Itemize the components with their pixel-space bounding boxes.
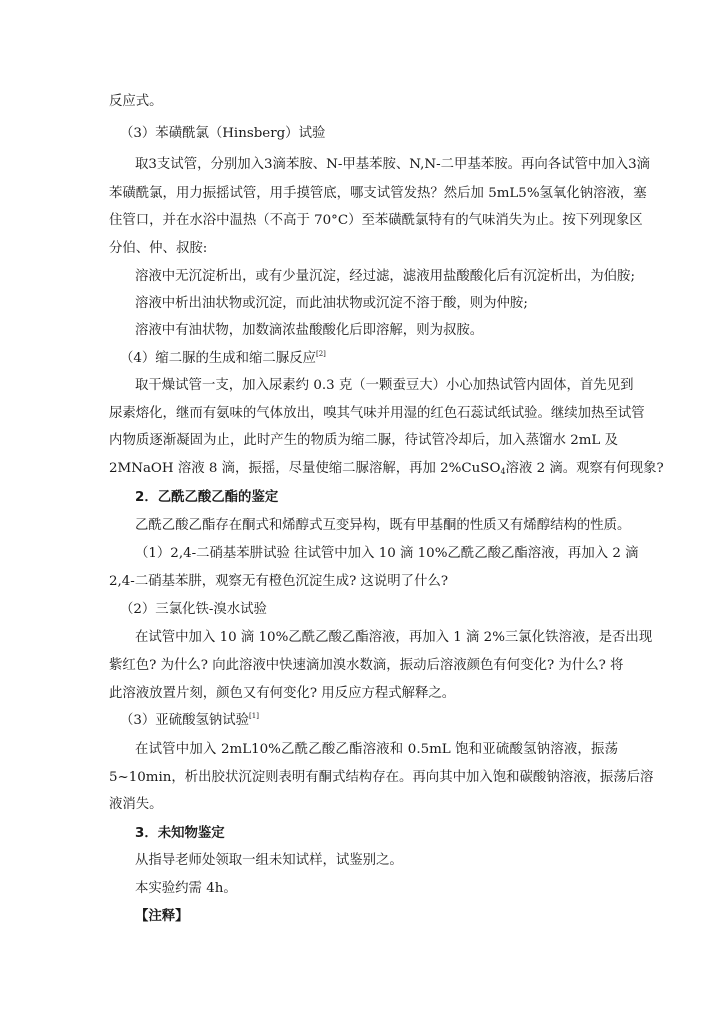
paragraph-line: 紫红色? 为什么? 向此溶液中快速滴加溴水数滴，振动后溶液颜色有何变化? 为什么? 将: [109, 658, 624, 673]
text-run: 溶液 2 滴。观察有何现象?: [505, 461, 664, 476]
paragraph-line: 住管口，并在水浴中温热（不高于 70°C）至苯磺酰氯特有的气味消失为止。按下列现象区: [109, 213, 643, 228]
paragraph-line: [109, 460, 664, 478]
notes-heading: 【注释】: [135, 909, 189, 924]
footnote-reference: [1]: [249, 712, 259, 720]
text-run: 2MNaOH 溶液 8 滴，振摇，尽量使缩二脲溶解，再加 2%CuSO: [109, 461, 501, 476]
section-heading: （2）三氯化铁-溴水试验: [120, 602, 267, 617]
paragraph-line: 在试管中加入 10 滴 10%乙酰乙酸乙酯溶液，再加入 1 滴 2%三氯化铁溶液，是否出现: [135, 630, 653, 645]
paragraph-line: 从指导老师处领取一组未知试样，试鉴别之。: [135, 853, 403, 868]
section-heading: [120, 712, 259, 730]
paragraph-line: 取干燥试管一支，加入尿素约 0.3 克（一颗蚕豆大）小心加热试管内固体，首先见到: [135, 378, 634, 393]
paragraph-line: 2,4-二硝基苯肼，观察无有橙色沉淀生成? 这说明了什么?: [109, 574, 449, 589]
footnote-reference: [2]: [316, 350, 326, 358]
paragraph-line: 乙酰乙酸乙酯存在酮式和烯醇式互变异构，既有甲基酮的性质又有烯醇结构的性质。: [135, 518, 631, 533]
section-heading-text: （3）亚硫酸氢钠试验: [120, 713, 250, 728]
paragraph-line: 分伯、仲、叔胺:: [109, 241, 208, 256]
paragraph-line: 5~10min，析出胶状沉淀则表明有酮式结构存在。再向其中加入饱和碳酸钠溶液，振荡后溶: [109, 770, 654, 785]
paragraph-line: 本实验约需 4h。: [135, 881, 237, 896]
paragraph-line: 溶液中无沉淀析出，或有少量沉淀，经过滤，滤液用盐酸酸化后有沉淀析出，为伯胺;: [135, 269, 635, 284]
paragraph-line: 液消失。: [109, 797, 163, 812]
paragraph-line: 溶液中析出油状物或沉淀，而此油状物或沉淀不溶于酸，则为仲胺;: [135, 296, 528, 311]
paragraph-line: 内物质逐渐凝固为止，此时产生的物质为缩二脲，待试管冷却后，加入蒸馏水 2mL 及: [109, 433, 618, 448]
paragraph-line: 取3支试管，分别加入3滴苯胺、N-甲基苯胺、N,N-二甲基苯胺。再向各试管中加入3滴: [135, 157, 651, 172]
section-heading-text: （4）缩二脲的生成和缩二脲反应: [120, 351, 316, 366]
paragraph-line: 此溶液放置片刻，颜色又有何变化? 用反应方程式解释之。: [109, 686, 456, 701]
section-title: 2．乙酰乙酸乙酯的鉴定: [135, 490, 279, 505]
paragraph-line: 溶液中有油状物，加数滴浓盐酸酸化后即溶解，则为叔胺。: [135, 323, 484, 338]
subscript: 4: [500, 467, 506, 476]
paragraph-line: （1）2,4-二硝基苯肼试验 往试管中加入 10 滴 10%乙酰乙酸乙酯溶液，再加入 2 滴: [135, 546, 639, 561]
section-title: 3．未知物鉴定: [135, 826, 225, 841]
paragraph-line: 苯磺酰氯，用力振摇试管，用手摸管底，哪支试管发热？然后加 5mL5%氢氧化钠溶液，塞: [109, 186, 647, 201]
paragraph-line: 尿素熔化，继而有氨味的气体放出，嗅其气味并用湿的红色石蕊试纸试验。继续加热至试管: [109, 406, 645, 421]
text-line: 反应式。: [109, 94, 163, 109]
section-heading: [120, 350, 326, 368]
section-heading: （3）苯磺酰氯（Hinsberg）试验: [120, 126, 326, 141]
paragraph-line: 在试管中加入 2mL10%乙酰乙酸乙酯溶液和 0.5mL 饱和亚硫酸氢钠溶液，振荡: [135, 742, 618, 757]
